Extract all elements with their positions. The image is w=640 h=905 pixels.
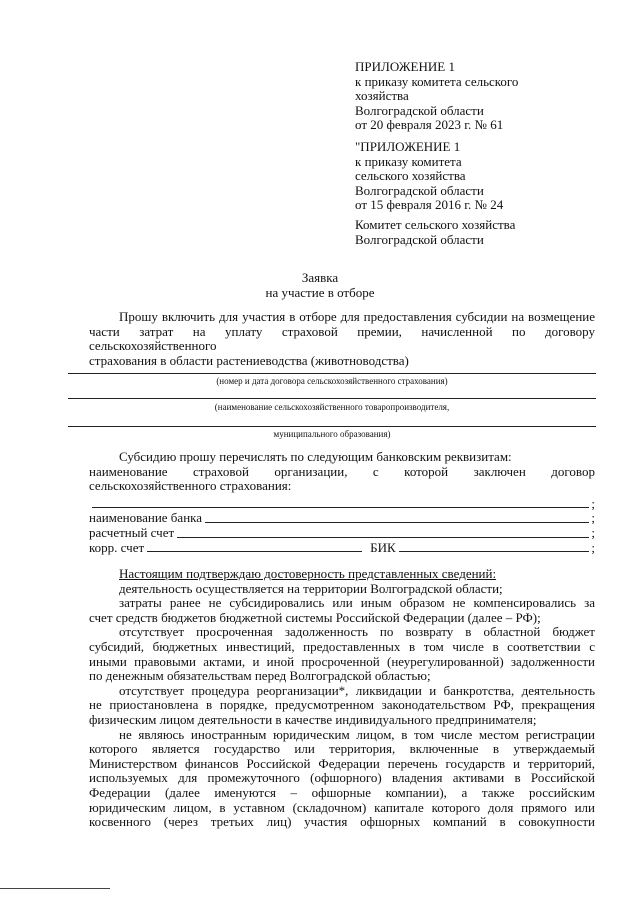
approval-line: Волгоградской области bbox=[355, 182, 484, 198]
bank-intro: Субсидию прошу перечислять по следующим банковским реквизитам: bbox=[119, 449, 512, 464]
confirmation-line: юридическим лицом, в уставном (складочном) капитале которого доля прямого или bbox=[89, 799, 595, 815]
account-field[interactable] bbox=[177, 537, 589, 538]
producer-field-caption: (наименование сельскохозяйственного товаропроизводителя, bbox=[214, 402, 450, 412]
approval-line: сельского хозяйства bbox=[355, 168, 466, 184]
intro-line: Прошу включить для участия в отборе для предоставления субсидии на возмещение bbox=[119, 309, 595, 324]
confirmation-item bbox=[89, 684, 595, 728]
approval-line: к приказу комитета bbox=[355, 153, 462, 169]
title-line: Заявка bbox=[301, 270, 339, 285]
contract-field-line[interactable] bbox=[68, 373, 596, 374]
footnote-separator bbox=[0, 888, 110, 889]
confirmation-item: деятельность осуществляется на территории Волгоградской области; bbox=[119, 580, 503, 596]
insurer-word: организации, bbox=[274, 463, 348, 479]
confirmation-line: затраты ранее не субсидировались или иным образом не компенсировались за bbox=[119, 595, 595, 611]
intro-line: страхования в области растениеводства (животноводства) bbox=[89, 352, 409, 368]
confirmation-line: косвенного (через третьих лиц) участия офшорных компаний в совокупности bbox=[89, 814, 595, 830]
document-title bbox=[0, 270, 640, 300]
corr-account-row bbox=[89, 541, 595, 556]
approval-stamp-current bbox=[355, 60, 625, 133]
intro-paragraph bbox=[89, 310, 595, 368]
insurer-line bbox=[89, 465, 595, 480]
confirmation-line: по денежным обязательствам перед Волгоградской областью; bbox=[89, 668, 431, 684]
confirmation-line: отсутствует процедура реорганизации*, ликвидации и банкротства, деятельность bbox=[119, 682, 595, 698]
intro-line: части затрат на уплату страховой премии, начисленной по договору сельскохозяйственного bbox=[89, 323, 595, 354]
confirmation-line: физическим лицом деятельности в качестве индивидуального предпринимателя; bbox=[89, 711, 537, 727]
approval-line: ПРИЛОЖЕНИЕ 1 bbox=[355, 59, 455, 74]
bank-name-field[interactable] bbox=[205, 522, 589, 523]
account-label: расчетный счет bbox=[89, 524, 175, 540]
corr-account-label: корр. счет bbox=[89, 539, 145, 555]
municipality-field-line[interactable] bbox=[68, 426, 596, 427]
approval-line: от 20 февраля 2023 г. № 61 bbox=[355, 117, 504, 133]
producer-field-line[interactable] bbox=[68, 398, 596, 399]
corr-account-field[interactable] bbox=[147, 551, 362, 552]
insurer-line-2: сельскохозяйственного страхования: bbox=[89, 478, 292, 494]
municipality-field-caption: муниципального образования) bbox=[273, 429, 391, 439]
insurer-word: с bbox=[372, 463, 379, 479]
approval-line: хозяйства bbox=[355, 88, 409, 104]
confirmation-line: не являюсь иностранным юридическим лицом, в том числе местом регистрации bbox=[119, 726, 595, 742]
approval-line: Волгоградской области bbox=[355, 102, 484, 118]
insurer-word: заключен bbox=[473, 463, 526, 479]
insurer-word: наименование bbox=[89, 463, 168, 479]
subtitle-line: на участие в отборе bbox=[265, 285, 375, 300]
approval-line: от 15 февраля 2016 г. № 24 bbox=[355, 197, 504, 213]
semicolon: ; bbox=[591, 510, 595, 526]
approval-line: "ПРИЛОЖЕНИЕ 1 bbox=[355, 139, 461, 154]
confirmation-line: Министерством финансов Российской Федерации перечень государств и территорий, bbox=[89, 755, 595, 771]
confirmation-line: используемых для промежуточного (офшорного) владения активами в Российской bbox=[89, 770, 595, 786]
account-row bbox=[89, 526, 595, 541]
approval-stamp-previous bbox=[355, 140, 625, 213]
approval-line: к приказу комитета сельского bbox=[355, 73, 519, 89]
addressee-line: Волгоградской области bbox=[355, 231, 484, 247]
addressee-block bbox=[355, 218, 625, 247]
confirmation-line: иными правовыми актами, и иной просроченной (неурегулированной) задолженности bbox=[89, 653, 595, 669]
confirmation-heading: Настоящим подтверждаю достоверность представленных сведений: bbox=[119, 566, 497, 581]
semicolon: ; bbox=[591, 524, 595, 540]
bank-details-section bbox=[89, 450, 595, 555]
bank-name-label: наименование банка bbox=[89, 510, 203, 526]
addressee-line: Комитет сельского хозяйства bbox=[355, 217, 516, 232]
bik-field[interactable] bbox=[399, 551, 590, 552]
insurer-name-row bbox=[89, 497, 595, 512]
semicolon: ; bbox=[591, 539, 595, 555]
contract-field-caption: (номер и дата договора сельскохозяйственного страхования) bbox=[216, 376, 448, 386]
semicolon: ; bbox=[591, 495, 595, 511]
bank-name-row bbox=[89, 511, 595, 526]
confirmation-line: отсутствует просроченная задолженность по возврату в областной бюджет bbox=[119, 624, 595, 640]
confirmation-line: субсидий, бюджетных инвестиций, предоставленных в том числе в соответствии с bbox=[89, 638, 595, 654]
confirmation-line: счет средств бюджетов бюджетной системы Российской Федерации (далее – РФ); bbox=[89, 609, 541, 625]
confirmation-line: не приостановлена в порядке, предусмотренном законодательством РФ, прекращения bbox=[89, 697, 595, 713]
confirmation-item bbox=[89, 596, 595, 625]
confirmation-section bbox=[89, 567, 595, 830]
bik-label: БИК bbox=[370, 539, 396, 555]
confirmation-item bbox=[89, 625, 595, 683]
insurer-word: которой bbox=[404, 463, 449, 479]
insurer-word: договор bbox=[551, 463, 595, 479]
insurer-word: страховой bbox=[193, 463, 249, 479]
confirmation-line: которого является государство или территория, включенные в утверждаемый bbox=[89, 741, 595, 757]
insurer-name-field[interactable] bbox=[92, 507, 589, 508]
confirmation-item bbox=[89, 728, 595, 830]
confirmation-line: Федерации (далее именуются – офшорные компании), а также российским bbox=[89, 784, 595, 800]
